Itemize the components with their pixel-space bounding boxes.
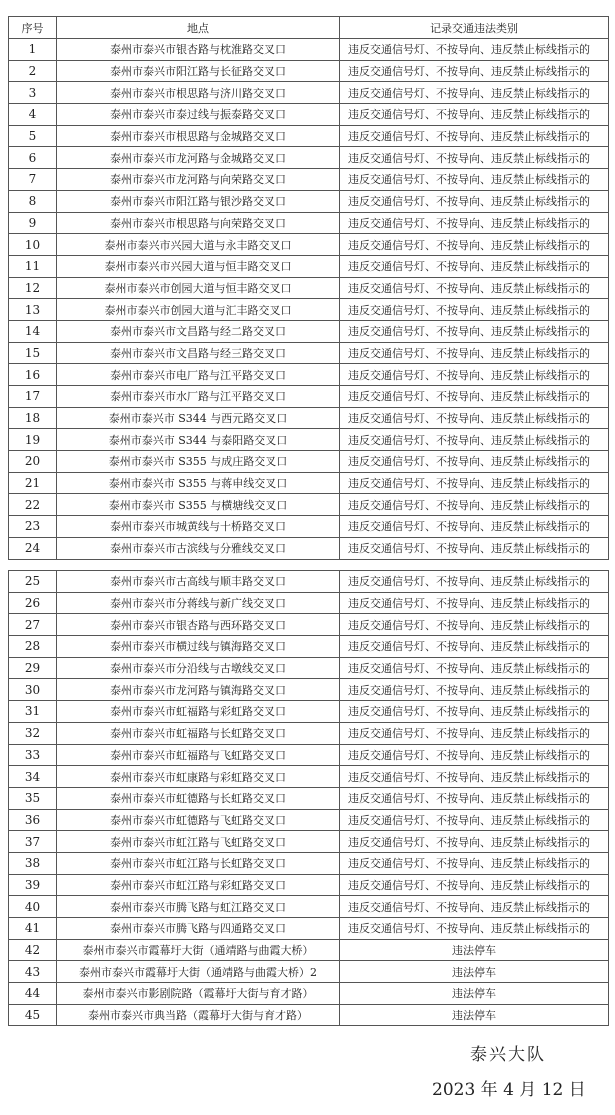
row-location: 泰州市泰兴市影剧院路（霞幕圩大街与育才路） xyxy=(57,983,340,1005)
table-row xyxy=(9,125,609,147)
row-category: 违法停车 xyxy=(340,939,609,961)
row-location: 泰州市泰兴市创园大道与恒丰路交叉口 xyxy=(57,277,340,299)
table-row xyxy=(9,212,609,234)
violation-locations-table-part1 xyxy=(8,16,609,560)
row-category: 违反交通信号灯、不按导向、违反禁止标线指示的 xyxy=(340,320,609,342)
row-category: 违反交通信号灯、不按导向、违反禁止标线指示的 xyxy=(340,60,609,82)
row-location: 泰州市泰兴市根思路与向荣路交叉口 xyxy=(57,212,340,234)
row-category: 违反交通信号灯、不按导向、违反禁止标线指示的 xyxy=(340,657,609,679)
row-category: 违反交通信号灯、不按导向、违反禁止标线指示的 xyxy=(340,147,609,169)
row-index: 45 xyxy=(9,1004,57,1026)
table-row xyxy=(9,39,609,61)
row-category: 违反交通信号灯、不按导向、违反禁止标线指示的 xyxy=(340,592,609,614)
table-row xyxy=(9,939,609,961)
row-location: 泰州市泰兴市虹福路与长虹路交叉口 xyxy=(57,722,340,744)
row-location: 泰州市泰兴市文昌路与经三路交叉口 xyxy=(57,342,340,364)
row-location: 泰州市泰兴市 S355 与横塘线交叉口 xyxy=(57,494,340,516)
row-location: 泰州市泰兴市阳江路与银沙路交叉口 xyxy=(57,190,340,212)
table-row xyxy=(9,234,609,256)
table-row xyxy=(9,701,609,723)
row-index: 35 xyxy=(9,787,57,809)
row-index: 9 xyxy=(9,212,57,234)
table-row xyxy=(9,744,609,766)
row-index: 16 xyxy=(9,364,57,386)
row-location: 泰州市泰兴市古高线与顺丰路交叉口 xyxy=(57,571,340,593)
header-location: 地点 xyxy=(57,17,340,39)
row-index: 19 xyxy=(9,429,57,451)
row-location: 泰州市泰兴市霞幕圩大街（通靖路与曲霞大桥） xyxy=(57,939,340,961)
row-category: 违反交通信号灯、不按导向、违反禁止标线指示的 xyxy=(340,255,609,277)
row-index: 43 xyxy=(9,961,57,983)
row-category: 违反交通信号灯、不按导向、违反禁止标线指示的 xyxy=(340,571,609,593)
row-index: 27 xyxy=(9,614,57,636)
table-row xyxy=(9,571,609,593)
row-location: 泰州市泰兴市腾飞路与四通路交叉口 xyxy=(57,918,340,940)
table-row xyxy=(9,636,609,658)
row-index: 26 xyxy=(9,592,57,614)
table-row xyxy=(9,82,609,104)
row-index: 40 xyxy=(9,896,57,918)
row-index: 21 xyxy=(9,472,57,494)
row-index: 22 xyxy=(9,494,57,516)
row-location: 泰州市泰兴市 S344 与泰阳路交叉口 xyxy=(57,429,340,451)
row-category: 违反交通信号灯、不按导向、违反禁止标线指示的 xyxy=(340,82,609,104)
row-index: 30 xyxy=(9,679,57,701)
header-category: 记录交通违法类别 xyxy=(340,17,609,39)
row-location: 泰州市泰兴市虹德路与飞虹路交叉口 xyxy=(57,809,340,831)
row-category: 违反交通信号灯、不按导向、违反禁止标线指示的 xyxy=(340,407,609,429)
row-index: 29 xyxy=(9,657,57,679)
row-index: 37 xyxy=(9,831,57,853)
row-index: 14 xyxy=(9,320,57,342)
row-category: 违法停车 xyxy=(340,983,609,1005)
row-category: 违反交通信号灯、不按导向、违反禁止标线指示的 xyxy=(340,516,609,538)
row-category: 违反交通信号灯、不按导向、违反禁止标线指示的 xyxy=(340,636,609,658)
table-row xyxy=(9,614,609,636)
row-index: 18 xyxy=(9,407,57,429)
table-row xyxy=(9,472,609,494)
row-index: 38 xyxy=(9,852,57,874)
row-index: 44 xyxy=(9,983,57,1005)
row-category: 违反交通信号灯、不按导向、违反禁止标线指示的 xyxy=(340,299,609,321)
table-row xyxy=(9,342,609,364)
row-location: 泰州市泰兴市虹康路与彩虹路交叉口 xyxy=(57,766,340,788)
table-row xyxy=(9,766,609,788)
table-row xyxy=(9,169,609,191)
row-category: 违反交通信号灯、不按导向、违反禁止标线指示的 xyxy=(340,787,609,809)
row-category: 违反交通信号灯、不按导向、违反禁止标线指示的 xyxy=(340,918,609,940)
row-index: 33 xyxy=(9,744,57,766)
row-location: 泰州市泰兴市虹江路与彩虹路交叉口 xyxy=(57,874,340,896)
row-location: 泰州市泰兴市兴园大道与永丰路交叉口 xyxy=(57,234,340,256)
table-row xyxy=(9,722,609,744)
row-index: 31 xyxy=(9,701,57,723)
table-row xyxy=(9,537,609,559)
table-row xyxy=(9,918,609,940)
row-category: 违反交通信号灯、不按导向、违反禁止标线指示的 xyxy=(340,342,609,364)
table-row xyxy=(9,147,609,169)
row-location: 泰州市泰兴市 S355 与成庄路交叉口 xyxy=(57,451,340,473)
row-location: 泰州市泰兴市古滨线与分雅线交叉口 xyxy=(57,537,340,559)
row-location: 泰州市泰兴市电厂路与江平路交叉口 xyxy=(57,364,340,386)
row-index: 7 xyxy=(9,169,57,191)
row-category: 违反交通信号灯、不按导向、违反禁止标线指示的 xyxy=(340,104,609,126)
row-location: 泰州市泰兴市 S355 与蒋申线交叉口 xyxy=(57,472,340,494)
row-index: 41 xyxy=(9,918,57,940)
row-category: 违反交通信号灯、不按导向、违反禁止标线指示的 xyxy=(340,679,609,701)
table-row xyxy=(9,516,609,538)
table-row xyxy=(9,831,609,853)
row-location: 泰州市泰兴市水厂路与江平路交叉口 xyxy=(57,386,340,408)
row-index: 4 xyxy=(9,104,57,126)
table-row xyxy=(9,451,609,473)
table-row xyxy=(9,874,609,896)
row-location: 泰州市泰兴市虹福路与飞虹路交叉口 xyxy=(57,744,340,766)
violation-locations-table-part2 xyxy=(8,570,609,1026)
row-index: 11 xyxy=(9,255,57,277)
row-category: 违反交通信号灯、不按导向、违反禁止标线指示的 xyxy=(340,39,609,61)
row-category: 违反交通信号灯、不按导向、违反禁止标线指示的 xyxy=(340,831,609,853)
row-location: 泰州市泰兴市创园大道与汇丰路交叉口 xyxy=(57,299,340,321)
row-index: 20 xyxy=(9,451,57,473)
row-location: 泰州市泰兴市 S344 与西元路交叉口 xyxy=(57,407,340,429)
row-location: 泰州市泰兴市龙河路与向荣路交叉口 xyxy=(57,169,340,191)
row-category: 违反交通信号灯、不按导向、违反禁止标线指示的 xyxy=(340,874,609,896)
row-location: 泰州市泰兴市阳江路与长征路交叉口 xyxy=(57,60,340,82)
table-row xyxy=(9,299,609,321)
table-row xyxy=(9,255,609,277)
table-row xyxy=(9,104,609,126)
row-index: 34 xyxy=(9,766,57,788)
row-category: 违反交通信号灯、不按导向、违反禁止标线指示的 xyxy=(340,190,609,212)
row-category: 违反交通信号灯、不按导向、违反禁止标线指示的 xyxy=(340,744,609,766)
row-index: 24 xyxy=(9,537,57,559)
row-category: 违反交通信号灯、不按导向、违反禁止标线指示的 xyxy=(340,386,609,408)
row-location: 泰州市泰兴市虹德路与长虹路交叉口 xyxy=(57,787,340,809)
row-index: 2 xyxy=(9,60,57,82)
row-location: 泰州市泰兴市腾飞路与虹江路交叉口 xyxy=(57,896,340,918)
table-row xyxy=(9,787,609,809)
table-row xyxy=(9,407,609,429)
row-index: 39 xyxy=(9,874,57,896)
row-index: 5 xyxy=(9,125,57,147)
table-row xyxy=(9,386,609,408)
row-location: 泰州市泰兴市泰过线与振泰路交叉口 xyxy=(57,104,340,126)
row-category: 违反交通信号灯、不按导向、违反禁止标线指示的 xyxy=(340,701,609,723)
issuing-unit: 泰兴大队 xyxy=(470,1045,546,1065)
row-location: 泰州市泰兴市龙河路与镇海路交叉口 xyxy=(57,679,340,701)
table-row xyxy=(9,809,609,831)
row-category: 违反交通信号灯、不按导向、违反禁止标线指示的 xyxy=(340,277,609,299)
row-category: 违反交通信号灯、不按导向、违反禁止标线指示的 xyxy=(340,169,609,191)
table-row xyxy=(9,657,609,679)
row-category: 违反交通信号灯、不按导向、违反禁止标线指示的 xyxy=(340,234,609,256)
row-category: 违反交通信号灯、不按导向、违反禁止标线指示的 xyxy=(340,212,609,234)
row-category: 违反交通信号灯、不按导向、违反禁止标线指示的 xyxy=(340,451,609,473)
row-index: 28 xyxy=(9,636,57,658)
table-row xyxy=(9,896,609,918)
row-location: 泰州市泰兴市文昌路与经二路交叉口 xyxy=(57,320,340,342)
table-row xyxy=(9,961,609,983)
table-row xyxy=(9,277,609,299)
table-row xyxy=(9,1004,609,1026)
row-index: 25 xyxy=(9,571,57,593)
row-location: 泰州市泰兴市分蒋线与新广线交叉口 xyxy=(57,592,340,614)
row-index: 32 xyxy=(9,722,57,744)
table-row xyxy=(9,364,609,386)
row-location: 泰州市泰兴市根思路与济川路交叉口 xyxy=(57,82,340,104)
row-category: 违反交通信号灯、不按导向、违反禁止标线指示的 xyxy=(340,429,609,451)
row-category: 违反交通信号灯、不按导向、违反禁止标线指示的 xyxy=(340,896,609,918)
row-location: 泰州市泰兴市兴园大道与恒丰路交叉口 xyxy=(57,255,340,277)
row-index: 42 xyxy=(9,939,57,961)
row-location: 泰州市泰兴市霞幕圩大街（通靖路与曲霞大桥）2 xyxy=(57,961,340,983)
table-row xyxy=(9,190,609,212)
table-row xyxy=(9,494,609,516)
row-index: 12 xyxy=(9,277,57,299)
row-index: 15 xyxy=(9,342,57,364)
row-category: 违反交通信号灯、不按导向、违反禁止标线指示的 xyxy=(340,472,609,494)
issue-date: 2023 年 4 月 12 日 xyxy=(432,1080,586,1100)
row-location: 泰州市泰兴市虹福路与彩虹路交叉口 xyxy=(57,701,340,723)
row-index: 36 xyxy=(9,809,57,831)
row-category: 违反交通信号灯、不按导向、违反禁止标线指示的 xyxy=(340,537,609,559)
row-location: 泰州市泰兴市根思路与金城路交叉口 xyxy=(57,125,340,147)
row-category: 违反交通信号灯、不按导向、违反禁止标线指示的 xyxy=(340,722,609,744)
row-location: 泰州市泰兴市虹江路与长虹路交叉口 xyxy=(57,852,340,874)
table-row xyxy=(9,592,609,614)
row-index: 6 xyxy=(9,147,57,169)
row-location: 泰州市泰兴市银杏路与西环路交叉口 xyxy=(57,614,340,636)
table-row xyxy=(9,983,609,1005)
row-index: 13 xyxy=(9,299,57,321)
row-location: 泰州市泰兴市分沿线与古墩线交叉口 xyxy=(57,657,340,679)
row-category: 违反交通信号灯、不按导向、违反禁止标线指示的 xyxy=(340,766,609,788)
row-index: 1 xyxy=(9,39,57,61)
row-location: 泰州市泰兴市银杏路与枕淮路交叉口 xyxy=(57,39,340,61)
row-location: 泰州市泰兴市城黄线与十桥路交叉口 xyxy=(57,516,340,538)
row-index: 8 xyxy=(9,190,57,212)
row-category: 违反交通信号灯、不按导向、违反禁止标线指示的 xyxy=(340,494,609,516)
row-category: 违反交通信号灯、不按导向、违反禁止标线指示的 xyxy=(340,614,609,636)
row-category: 违反交通信号灯、不按导向、违反禁止标线指示的 xyxy=(340,809,609,831)
row-location: 泰州市泰兴市龙河路与金城路交叉口 xyxy=(57,147,340,169)
table-header-row xyxy=(9,17,609,39)
row-category: 违反交通信号灯、不按导向、违反禁止标线指示的 xyxy=(340,125,609,147)
row-category: 违反交通信号灯、不按导向、违反禁止标线指示的 xyxy=(340,852,609,874)
row-category: 违法停车 xyxy=(340,1004,609,1026)
row-index: 17 xyxy=(9,386,57,408)
header-index: 序号 xyxy=(9,17,57,39)
row-category: 违法停车 xyxy=(340,961,609,983)
row-location: 泰州市泰兴市横过线与镇海路交叉口 xyxy=(57,636,340,658)
table-row xyxy=(9,679,609,701)
row-location: 泰州市泰兴市虹江路与飞虹路交叉口 xyxy=(57,831,340,853)
row-category: 违反交通信号灯、不按导向、违反禁止标线指示的 xyxy=(340,364,609,386)
table-row xyxy=(9,60,609,82)
table-row xyxy=(9,320,609,342)
table-row xyxy=(9,852,609,874)
table-row xyxy=(9,429,609,451)
row-index: 3 xyxy=(9,82,57,104)
row-location: 泰州市泰兴市典当路（霞幕圩大街与育才路） xyxy=(57,1004,340,1026)
row-index: 23 xyxy=(9,516,57,538)
row-index: 10 xyxy=(9,234,57,256)
